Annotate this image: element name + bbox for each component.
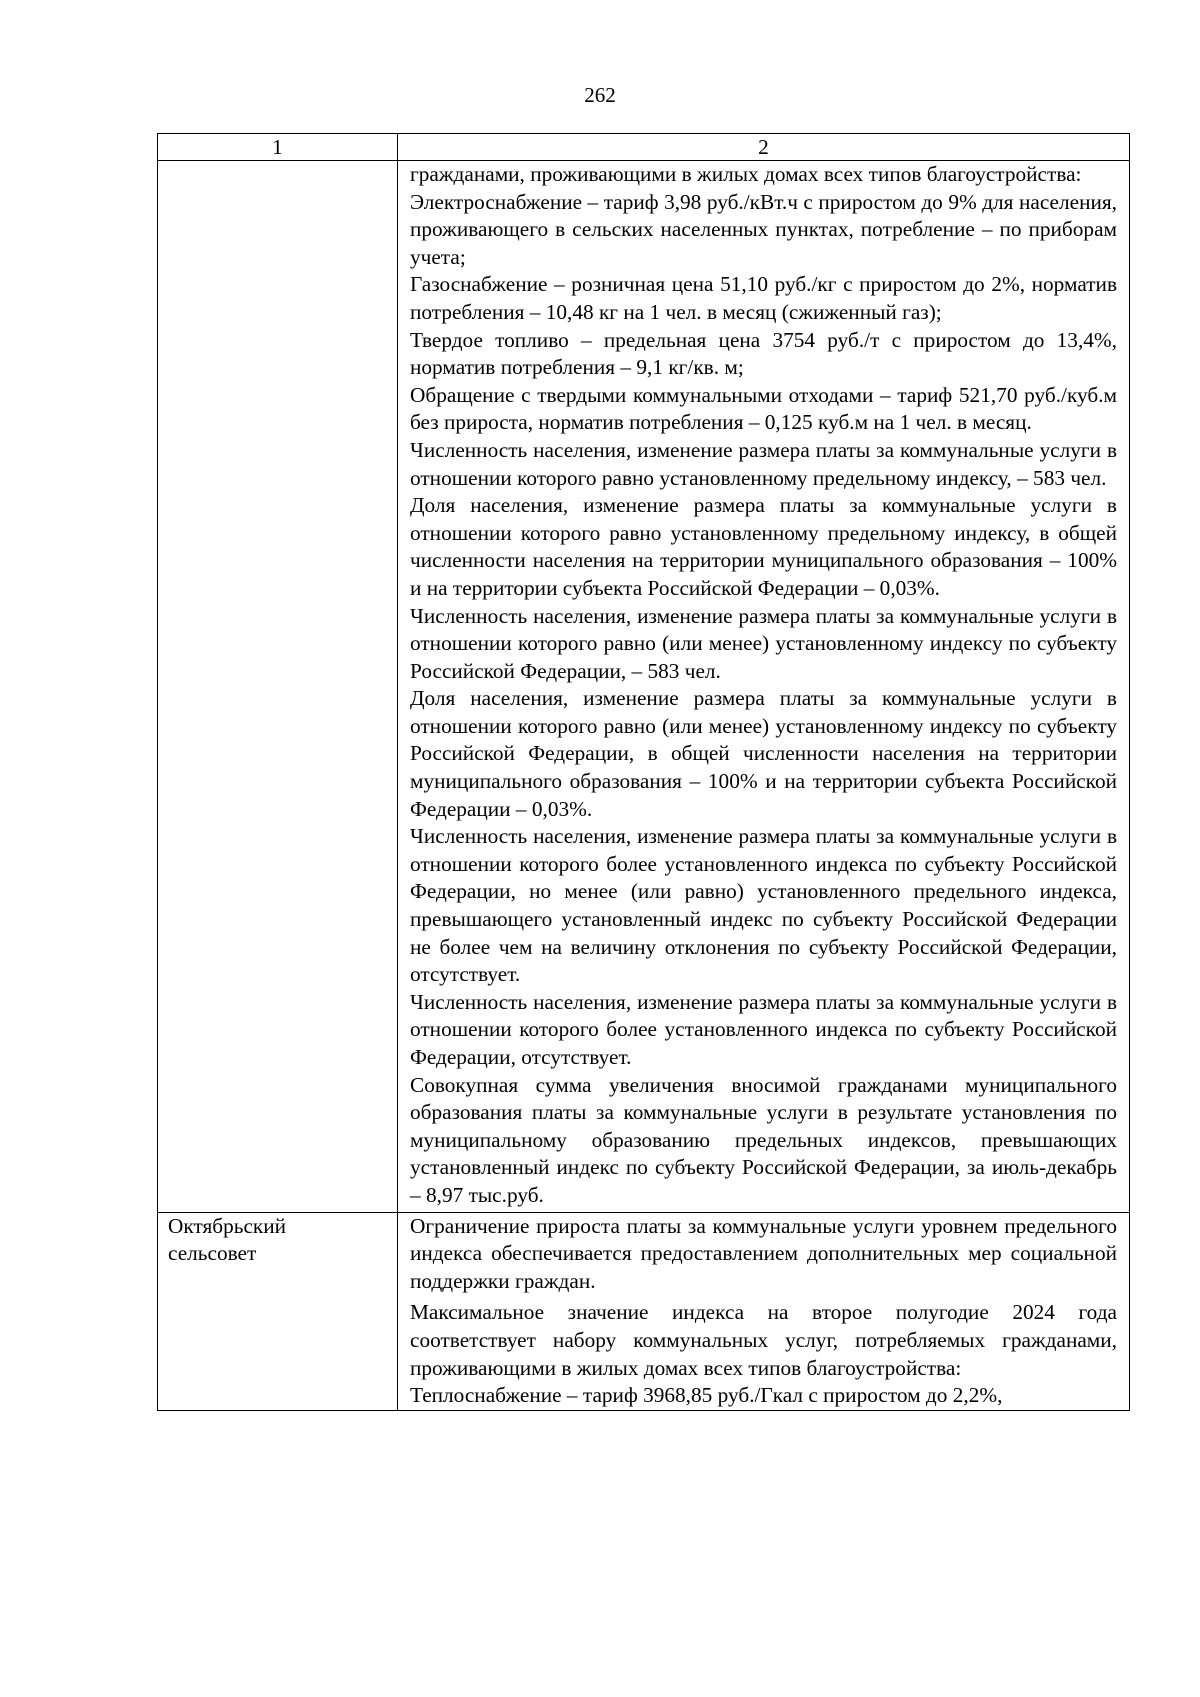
paragraph: гражданами, проживающими в жилых домах всех типов благоустройства: bbox=[410, 162, 1082, 186]
table-row bbox=[158, 161, 1130, 1213]
paragraph: Доля населения, изменение размера платы за коммунальные услуги в отношении которого равно установленному предельному индексу, в общей численности населения на территории муниципального образования – 100% и на территории субъекта Российской Федерации – 0,03%. bbox=[410, 493, 1117, 600]
column-header-2: 2 bbox=[398, 134, 1130, 161]
paragraph: Твердое топливо – предельная цена 3754 руб./т с приростом до 13,4%, норматив потребления – 9,1 кг/кв. м; bbox=[410, 327, 1117, 380]
paragraph: Обращение с твердыми коммунальными отходами – тариф 521,70 руб./куб.м без прироста, норматив потребления – 0,125 куб.м на 1 чел. в месяц. bbox=[410, 382, 1117, 435]
paragraph: Совокупная сумма увеличения вносимой гражданами муниципального образования платы за коммунальные услуги в результате установления по муниципальному образованию предельных индексов, превышающих установленный индекс по субъекту Российской Федерации, за июль-декабрь – 8,97 тыс.руб. bbox=[410, 1072, 1117, 1207]
description-cell bbox=[398, 1212, 1130, 1410]
table-row bbox=[158, 1212, 1130, 1410]
tariff-table bbox=[157, 133, 1130, 1411]
paragraph: Численность населения, изменение размера платы за коммунальные услуги в отношении которого равно установленному предельному индексу, – 583 чел. bbox=[410, 437, 1117, 490]
paragraph: Максимальное значение индекса на второе полугодие 2024 года соответствует набору коммунальных услуг, потребляемых гражданами, проживающими в жилых домах всех типов благоустройства: bbox=[410, 1300, 1117, 1380]
municipality-name-line: сельсовет bbox=[168, 1241, 257, 1266]
municipality-name-line: Октябрьский bbox=[168, 1213, 287, 1238]
paragraph: Теплоснабжение – тариф 3968,85 руб./Гкал с приростом до 2,2%, bbox=[410, 1383, 1003, 1408]
municipality-name-cell bbox=[158, 161, 398, 1213]
paragraph: Газоснабжение – розничная цена 51,10 руб./кг с приростом до 2%, норматив потребления – 10,48 кг на 1 чел. в месяц (сжиженный газ); bbox=[410, 272, 1117, 324]
paragraph: Ограничение прироста платы за коммунальные услуги уровнем предельного индекса обеспечивается предоставлением дополнительных мер социальной поддержки граждан. bbox=[410, 1213, 1117, 1293]
page-number: 262 bbox=[584, 83, 616, 107]
paragraph: Численность населения, изменение размера платы за коммунальные услуги в отношении которого более установленного индекса по субъекту Российской Федерации, отсутствует. bbox=[410, 989, 1117, 1069]
description-cell bbox=[398, 161, 1130, 1213]
table-header-row bbox=[158, 134, 1130, 161]
paragraph: Электроснабжение – тариф 3,98 руб./кВт.ч с приростом до 9% для населения, проживающего в сельских населенных пунктах, потребление – по приборам учета; bbox=[410, 189, 1117, 269]
paragraph: Численность населения, изменение размера платы за коммунальные услуги в отношении которого равно (или менее) установленному индексу по субъекту Российской Федерации, – 583 чел. bbox=[410, 603, 1117, 683]
municipality-name-cell bbox=[158, 1212, 398, 1410]
paragraph: Численность населения, изменение размера платы за коммунальные услуги в отношении которого более установленного индекса по субъекту Российской Федерации, но менее (или равно) установленного предельного индекса, превышающего установленный индекс по субъекту Российской Федерации не более чем на величину отклонения по субъекту Российской Федерации, отсутствует. bbox=[410, 824, 1117, 987]
paragraph: Доля населения, изменение размера платы за коммунальные услуги в отношении которого равно (или менее) установленному индексу по субъекту Российской Федерации, в общей численности населения на территории муниципального образования – 100% и на территории субъекта Российской Федерации – 0,03%. bbox=[410, 686, 1117, 821]
column-header-1: 1 bbox=[158, 134, 398, 161]
